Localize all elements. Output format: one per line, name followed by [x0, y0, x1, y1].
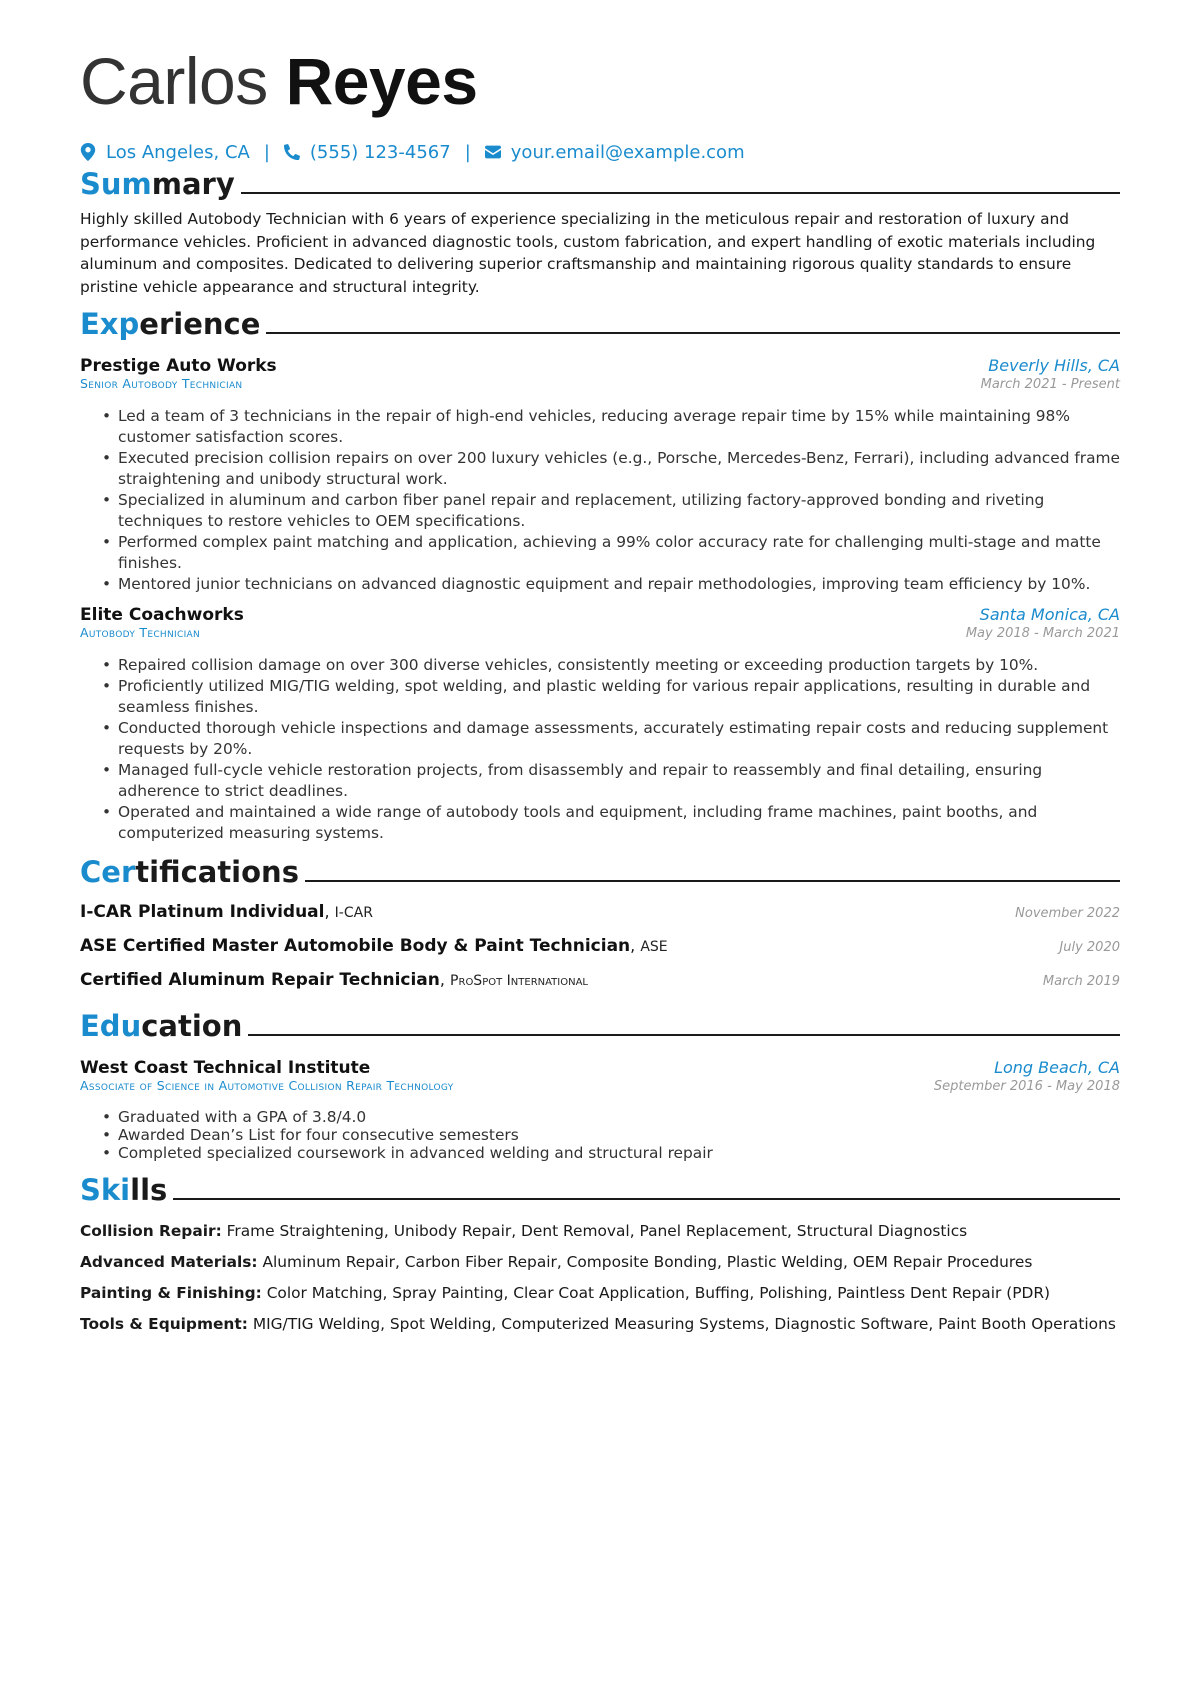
- title-rest: mary: [151, 167, 235, 201]
- cert-date: March 2019: [1042, 974, 1120, 990]
- list-item: • Mentored junior technicians on advanced diagnostic equipment and repair methodologies, improving team efficiency by 10%.: [80, 574, 1120, 595]
- entry-subheader: [80, 1078, 1120, 1094]
- education-list: [80, 1108, 1120, 1162]
- title-rest: erience: [139, 307, 261, 342]
- section-divider: [241, 192, 1120, 194]
- cert-issuer: I-CAR: [334, 905, 373, 922]
- list-item: • Awarded Dean’s List for four consecutive semesters: [80, 1126, 1120, 1144]
- skill-items: MIG/TIG Welding, Spot Welding, Computerized Measuring Systems, Diagnostic Software, Paint Booth Operations: [252, 1315, 1116, 1334]
- skill-category: Tools & Equipment:: [80, 1315, 248, 1334]
- job-dates: May 2018 - March 2021: [965, 626, 1120, 642]
- contact-separator: |: [263, 141, 270, 163]
- title-highlight: Exp: [80, 307, 140, 342]
- entry-subheader: [80, 625, 1120, 641]
- skill-row: [80, 1278, 1120, 1309]
- school-location: Long Beach, CA: [994, 1058, 1120, 1078]
- entry-header: [80, 356, 1120, 376]
- summary-text: Highly skilled Autobody Technician with 6 years of experience specializing in the meticulous repair and restoration of luxury and performance vehicles. Proficient in advanced diagnostic tools, custom fabrication, and expert handling of exotic materials including aluminum and composites. Dedicated to delivering superior craftsmanship and maintaining rigorous quality standards to ensure pristine vehicle appearance and structural integrity.: [80, 210, 1096, 296]
- education-entry: [80, 1058, 1120, 1162]
- section-title: [80, 1008, 242, 1044]
- list-item: • Led a team of 3 technicians in the repair of high-end vehicles, reducing average repair time by 15% while maintaining 98% customer satisfaction scores.: [80, 406, 1120, 448]
- certification-item: [80, 902, 1120, 936]
- location-text: Los Angeles, CA: [106, 141, 250, 163]
- list-item: • Executed precision collision repairs on over 200 luxury vehicles (e.g., Porsche, Mercedes-Benz, Ferrari), including advanced frame straightening and unibody structural work.: [80, 448, 1120, 490]
- resume-page: [80, 0, 1120, 1340]
- entry-header: [80, 605, 1120, 625]
- skills-list: [80, 1216, 1120, 1340]
- job-location: Beverly Hills, CA: [988, 356, 1120, 376]
- section-divider: [266, 332, 1120, 334]
- cert-name: Certified Aluminum Repair Technician: [80, 970, 440, 991]
- job-location: Santa Monica, CA: [979, 605, 1120, 625]
- education-dates: September 2016 - May 2018: [933, 1079, 1120, 1095]
- job-dates: March 2021 - Present: [980, 377, 1120, 393]
- contact-phone[interactable]: [284, 142, 451, 163]
- list-item: • Graduated with a GPA of 3.8/4.0: [80, 1108, 1120, 1126]
- cert-label: Certified Aluminum Repair Technician, ProSpot International: [80, 970, 589, 991]
- job-title: Senior Autobody Technician: [80, 376, 243, 392]
- cert-name: I-CAR Platinum Individual: [80, 902, 325, 923]
- skill-items: Color Matching, Spray Painting, Clear Coat Application, Buffing, Polishing, Paintless Dent Repair (PDR): [266, 1284, 1051, 1303]
- envelope-icon: [485, 143, 501, 161]
- title-highlight: Cer: [80, 855, 136, 890]
- contact-email[interactable]: [485, 142, 745, 163]
- school-name: West Coast Technical Institute: [80, 1058, 371, 1079]
- list-item: • Repaired collision damage on over 300 diverse vehicles, consistently meeting or exceeding production targets by 10%.: [80, 655, 1120, 676]
- cert-name: ASE Certified Master Automobile Body & Paint Technician: [80, 936, 631, 957]
- section-summary-heading: [80, 162, 1120, 202]
- achievement-list: [80, 406, 1120, 595]
- contact-location: [80, 142, 250, 163]
- section-title: [80, 306, 260, 342]
- title-highlight: Edu: [80, 1009, 142, 1044]
- list-item: • Performed complex paint matching and application, achieving a 99% color accuracy rate for challenging multi-stage and matte finishes.: [80, 532, 1120, 574]
- section-certifications-heading: [80, 850, 1120, 890]
- section-title: [80, 854, 299, 890]
- cert-date: November 2022: [1015, 906, 1120, 922]
- skill-category: Collision Repair:: [80, 1222, 222, 1241]
- contact-separator: |: [464, 141, 471, 163]
- section-divider: [305, 880, 1120, 882]
- company-name: Elite Coachworks: [80, 605, 244, 626]
- section-title: [80, 166, 235, 202]
- skill-items: Aluminum Repair, Carbon Fiber Repair, Composite Bonding, Plastic Welding, OEM Repair Procedures: [262, 1253, 1033, 1272]
- entry-header: [80, 1058, 1120, 1078]
- experience-entry: [80, 356, 1120, 595]
- certification-item: [80, 970, 1120, 1004]
- title-rest: lls: [130, 1173, 168, 1208]
- title-highlight: Sum: [80, 167, 152, 201]
- section-skills-heading: [80, 1168, 1120, 1208]
- email-link[interactable]: your.email@example.com: [510, 141, 745, 163]
- skill-category: Painting & Finishing:: [80, 1284, 262, 1303]
- list-item: • Proficiently utilized MIG/TIG welding, spot welding, and plastic welding for various repair applications, resulting in durable and seamless finishes.: [80, 676, 1120, 718]
- entry-subheader: [80, 376, 1120, 392]
- title-rest: cation: [141, 1009, 243, 1044]
- certification-item: [80, 936, 1120, 970]
- cert-issuer: ASE: [640, 939, 668, 956]
- skill-row: [80, 1247, 1120, 1278]
- first-name: Carlos: [80, 44, 268, 118]
- section-experience-heading: [80, 302, 1120, 342]
- skill-row: [80, 1309, 1120, 1340]
- cert-label: I-CAR Platinum Individual, I-CAR: [80, 902, 373, 923]
- job-title: Autobody Technician: [80, 625, 201, 641]
- list-item: • Operated and maintained a wide range of autobody tools and equipment, including frame machines, paint booths, and computerized measuring systems.: [80, 802, 1120, 844]
- skill-row: [80, 1216, 1120, 1247]
- list-item: • Conducted thorough vehicle inspections and damage assessments, accurately estimating repair costs and reducing supplement requests by 20%.: [80, 718, 1120, 760]
- certification-list: [80, 902, 1120, 1004]
- list-item: • Completed specialized coursework in advanced welding and structural repair: [80, 1144, 1120, 1162]
- cert-date: July 2020: [1059, 940, 1120, 956]
- cert-label: ASE Certified Master Automobile Body & Paint Technician, ASE: [80, 936, 668, 957]
- skill-items: Frame Straightening, Unibody Repair, Dent Removal, Panel Replacement, Structural Diagnostics: [226, 1222, 968, 1241]
- last-name: Reyes: [285, 44, 478, 118]
- cert-issuer: ProSpot International: [450, 973, 589, 990]
- list-item: • Managed full-cycle vehicle restoration projects, from disassembly and repair to reassembly and final detailing, ensuring adherence to strict deadlines.: [80, 760, 1120, 802]
- phone-text[interactable]: (555) 123-4567: [309, 141, 451, 163]
- achievement-list: [80, 655, 1120, 844]
- experience-entry: [80, 605, 1120, 844]
- section-title: [80, 1172, 167, 1208]
- phone-icon: [284, 143, 300, 161]
- section-divider: [248, 1034, 1120, 1036]
- section-divider: [173, 1198, 1120, 1200]
- company-name: Prestige Auto Works: [80, 356, 277, 377]
- degree: Associate of Science in Automotive Collision Repair Technology: [80, 1078, 454, 1094]
- title-rest: tifications: [135, 855, 299, 890]
- map-marker-icon: [80, 143, 96, 161]
- candidate-name: [80, 40, 1120, 122]
- section-education-heading: [80, 1004, 1120, 1044]
- title-highlight: Ski: [80, 1173, 131, 1208]
- skill-category: Advanced Materials:: [80, 1253, 258, 1272]
- list-item: • Specialized in aluminum and carbon fiber panel repair and replacement, utilizing factory-approved bonding and riveting techniques to restore vehicles to OEM specifications.: [80, 490, 1120, 532]
